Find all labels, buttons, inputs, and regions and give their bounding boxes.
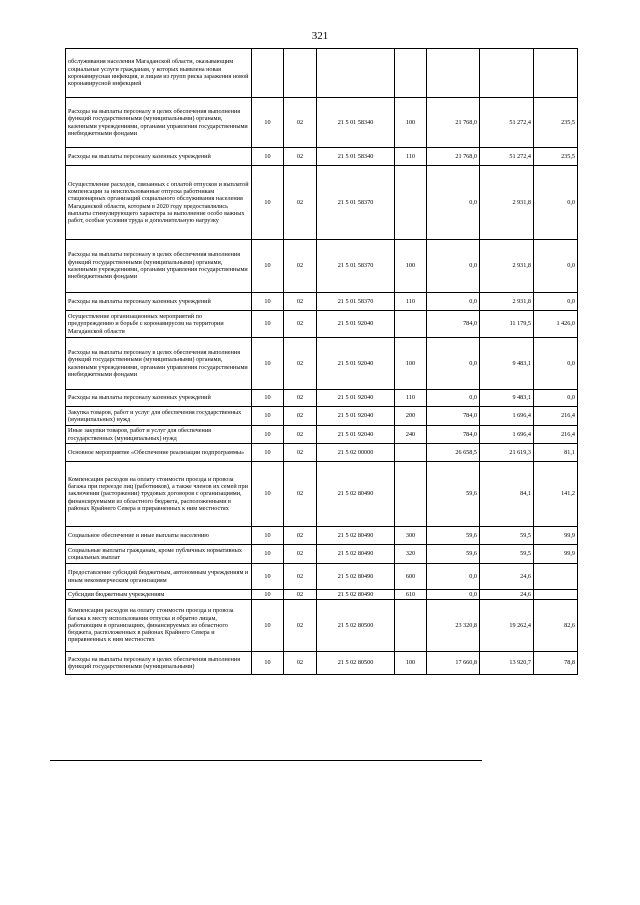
- row-executed-cell: 59,5: [480, 527, 534, 545]
- row-percent-cell: 216,4: [534, 407, 578, 426]
- row-executed-cell: 11 179,5: [480, 311, 534, 338]
- row-name-cell: Иные закупки товаров, работ и услуг для обеспечения государственных (муниципальных) нужд: [66, 426, 252, 444]
- row-executed-cell: [480, 49, 534, 98]
- row-approved-cell: 59,6: [427, 545, 480, 564]
- table-row: [66, 293, 578, 311]
- row-executed-cell: 1 696,4: [480, 426, 534, 444]
- row-percent-cell: [534, 590, 578, 600]
- row-subsection-cell: 02: [284, 390, 317, 407]
- row-subsection-cell: 02: [284, 564, 317, 590]
- table-row: [66, 462, 578, 527]
- row-name-cell: Социальное обеспечение и иные выплаты населению: [66, 527, 252, 545]
- row-target-article-cell: 21 5 02 00000: [317, 444, 395, 462]
- row-subsection-cell: 02: [284, 527, 317, 545]
- row-subsection-cell: 02: [284, 652, 317, 675]
- row-expense-type-cell: 300: [395, 527, 427, 545]
- budget-table: [65, 48, 578, 675]
- table-row: [66, 590, 578, 600]
- row-executed-cell: 84,1: [480, 462, 534, 527]
- row-approved-cell: 0,0: [427, 338, 480, 390]
- row-section-cell: 10: [252, 407, 284, 426]
- table-row: [66, 148, 578, 166]
- table-row: [66, 426, 578, 444]
- row-approved-cell: 0,0: [427, 293, 480, 311]
- row-expense-type-cell: 600: [395, 564, 427, 590]
- row-percent-cell: [534, 564, 578, 590]
- table-row: [66, 407, 578, 426]
- row-subsection-cell: [284, 49, 317, 98]
- table-body: [66, 49, 578, 675]
- row-expense-type-cell: 320: [395, 545, 427, 564]
- row-subsection-cell: 02: [284, 293, 317, 311]
- row-percent-cell: 99,9: [534, 545, 578, 564]
- row-percent-cell: 0,0: [534, 338, 578, 390]
- row-target-article-cell: 21 5 01 58340: [317, 98, 395, 148]
- row-percent-cell: 0,0: [534, 166, 578, 240]
- row-target-article-cell: 21 5 01 58340: [317, 148, 395, 166]
- row-target-article-cell: 21 5 02 80500: [317, 600, 395, 652]
- table-row: [66, 564, 578, 590]
- row-expense-type-cell: 610: [395, 590, 427, 600]
- row-percent-cell: 141,2: [534, 462, 578, 527]
- row-subsection-cell: 02: [284, 444, 317, 462]
- row-approved-cell: [427, 49, 480, 98]
- row-executed-cell: 9 483,1: [480, 338, 534, 390]
- row-expense-type-cell: [395, 462, 427, 527]
- row-name-cell: Компенсация расходов на оплату стоимости проезда и провоза багажа к месту использования отпуска и обратно лицам, работающим в организациях, финансируемых из областного бюджета, расположенных в районах Крайнего Севера и приравненных к ним местностях: [66, 600, 252, 652]
- row-expense-type-cell: 110: [395, 148, 427, 166]
- row-percent-cell: 0,0: [534, 293, 578, 311]
- row-name-cell: Предоставление субсидий бюджетным, автономным учреждениям и иным некоммерческим организациям: [66, 564, 252, 590]
- row-percent-cell: [534, 49, 578, 98]
- row-executed-cell: 51 272,4: [480, 98, 534, 148]
- row-percent-cell: 0,0: [534, 390, 578, 407]
- row-name-cell: Расходы на выплаты персоналу казенных учреждений: [66, 293, 252, 311]
- table-row: [66, 98, 578, 148]
- row-subsection-cell: 02: [284, 311, 317, 338]
- row-percent-cell: 235,5: [534, 148, 578, 166]
- row-section-cell: 10: [252, 240, 284, 293]
- row-section-cell: 10: [252, 545, 284, 564]
- row-approved-cell: 26 658,5: [427, 444, 480, 462]
- row-name-cell: Социальные выплаты гражданам, кроме публичных нормативных социальных выплат: [66, 545, 252, 564]
- row-expense-type-cell: 110: [395, 390, 427, 407]
- row-approved-cell: 23 320,8: [427, 600, 480, 652]
- row-executed-cell: 2 931,8: [480, 293, 534, 311]
- row-executed-cell: 19 262,4: [480, 600, 534, 652]
- row-target-article-cell: 21 5 01 92040: [317, 407, 395, 426]
- page-number: 321: [311, 30, 329, 42]
- row-approved-cell: 59,6: [427, 527, 480, 545]
- row-approved-cell: 21 768,0: [427, 98, 480, 148]
- row-expense-type-cell: [395, 49, 427, 98]
- row-approved-cell: 17 660,8: [427, 652, 480, 675]
- row-approved-cell: 0,0: [427, 564, 480, 590]
- table-row: [66, 166, 578, 240]
- row-subsection-cell: 02: [284, 590, 317, 600]
- bottom-rule: [50, 760, 482, 762]
- row-section-cell: 10: [252, 338, 284, 390]
- table-row: [66, 600, 578, 652]
- row-executed-cell: 24,6: [480, 564, 534, 590]
- row-percent-cell: 216,4: [534, 426, 578, 444]
- row-section-cell: 10: [252, 527, 284, 545]
- row-expense-type-cell: 100: [395, 652, 427, 675]
- row-executed-cell: 1 696,4: [480, 407, 534, 426]
- row-expense-type-cell: 100: [395, 98, 427, 148]
- row-expense-type-cell: [395, 311, 427, 338]
- row-expense-type-cell: [395, 444, 427, 462]
- row-target-article-cell: 21 5 02 80500: [317, 652, 395, 675]
- row-approved-cell: 0,0: [427, 590, 480, 600]
- row-section-cell: 10: [252, 462, 284, 527]
- row-expense-type-cell: 100: [395, 338, 427, 390]
- row-name-cell: Расходы на выплаты персоналу в целях обеспечения выполнения функций государственными (муниципальными) органами, казенными учреждениями, органами управления государственными внебюджетными фондами: [66, 240, 252, 293]
- row-name-cell: Расходы на выплаты персоналу казенных учреждений: [66, 148, 252, 166]
- row-subsection-cell: 02: [284, 148, 317, 166]
- row-subsection-cell: 02: [284, 98, 317, 148]
- row-section-cell: 10: [252, 293, 284, 311]
- row-subsection-cell: 02: [284, 426, 317, 444]
- table-row: [66, 527, 578, 545]
- row-approved-cell: 21 768,0: [427, 148, 480, 166]
- row-executed-cell: 21 619,3: [480, 444, 534, 462]
- row-target-article-cell: 21 5 01 92040: [317, 311, 395, 338]
- row-name-cell: Закупка товаров, работ и услуг для обеспечения государственных (муниципальных) нужд: [66, 407, 252, 426]
- row-target-article-cell: 21 5 02 80490: [317, 564, 395, 590]
- row-executed-cell: 24,6: [480, 590, 534, 600]
- row-target-article-cell: 21 5 01 58370: [317, 240, 395, 293]
- row-section-cell: 10: [252, 564, 284, 590]
- row-section-cell: 10: [252, 166, 284, 240]
- row-approved-cell: 0,0: [427, 166, 480, 240]
- row-executed-cell: 9 483,1: [480, 390, 534, 407]
- table-row: [66, 444, 578, 462]
- row-executed-cell: 13 920,7: [480, 652, 534, 675]
- row-target-article-cell: 21 5 02 80490: [317, 590, 395, 600]
- row-expense-type-cell: 100: [395, 240, 427, 293]
- row-approved-cell: 0,0: [427, 240, 480, 293]
- row-approved-cell: 784,0: [427, 311, 480, 338]
- row-target-article-cell: [317, 49, 395, 98]
- row-percent-cell: 99,9: [534, 527, 578, 545]
- row-target-article-cell: 21 5 02 80490: [317, 462, 395, 527]
- row-expense-type-cell: 110: [395, 293, 427, 311]
- table-row: [66, 390, 578, 407]
- row-expense-type-cell: [395, 166, 427, 240]
- row-target-article-cell: 21 5 01 58370: [317, 293, 395, 311]
- row-section-cell: 10: [252, 148, 284, 166]
- row-executed-cell: 51 272,4: [480, 148, 534, 166]
- row-target-article-cell: 21 5 01 92040: [317, 426, 395, 444]
- row-subsection-cell: 02: [284, 240, 317, 293]
- row-subsection-cell: 02: [284, 600, 317, 652]
- row-section-cell: 10: [252, 98, 284, 148]
- row-section-cell: 10: [252, 311, 284, 338]
- row-percent-cell: 235,5: [534, 98, 578, 148]
- row-name-cell: Субсидии бюджетным учреждениям: [66, 590, 252, 600]
- row-name-cell: Основное мероприятие «Обеспечение реализации подпрограммы»: [66, 444, 252, 462]
- row-section-cell: 10: [252, 652, 284, 675]
- table-row: [66, 652, 578, 675]
- row-target-article-cell: 21 5 01 92040: [317, 390, 395, 407]
- row-approved-cell: 784,0: [427, 407, 480, 426]
- row-percent-cell: 82,6: [534, 600, 578, 652]
- row-subsection-cell: 02: [284, 407, 317, 426]
- row-name-cell: Компенсация расходов на оплату стоимости проезда и провоза багажа при переезде лиц (работников), а также членов их семей при заключении (расторжении) трудовых договоров с организациями, финансируемыми из областного бюджета, расположенными в районах Крайнего Севера и приравненных к ним местностях: [66, 462, 252, 527]
- row-percent-cell: 81,1: [534, 444, 578, 462]
- row-section-cell: 10: [252, 444, 284, 462]
- row-percent-cell: 0,0: [534, 240, 578, 293]
- row-subsection-cell: 02: [284, 166, 317, 240]
- row-subsection-cell: 02: [284, 462, 317, 527]
- table-row: [66, 338, 578, 390]
- row-executed-cell: 2 931,8: [480, 166, 534, 240]
- row-name-cell: обслуживания населения Магаданской области, оказывающим социальные услуги гражданам, у которых выявлена новая коронавирусная инфекция, и лицам из групп риска заражения новой коронавирусной инфекцией: [66, 49, 252, 98]
- row-section-cell: [252, 49, 284, 98]
- row-approved-cell: 784,0: [427, 426, 480, 444]
- row-approved-cell: 0,0: [427, 390, 480, 407]
- table-row: [66, 545, 578, 564]
- row-target-article-cell: 21 5 02 80490: [317, 527, 395, 545]
- row-expense-type-cell: [395, 600, 427, 652]
- row-approved-cell: 59,6: [427, 462, 480, 527]
- row-name-cell: Расходы на выплаты персоналу казенных учреждений: [66, 390, 252, 407]
- row-subsection-cell: 02: [284, 338, 317, 390]
- row-target-article-cell: 21 5 02 80490: [317, 545, 395, 564]
- row-section-cell: 10: [252, 600, 284, 652]
- row-section-cell: 10: [252, 590, 284, 600]
- row-target-article-cell: 21 5 01 92040: [317, 338, 395, 390]
- row-section-cell: 10: [252, 390, 284, 407]
- table-row: [66, 49, 578, 98]
- row-expense-type-cell: 200: [395, 407, 427, 426]
- row-subsection-cell: 02: [284, 545, 317, 564]
- table-row: [66, 240, 578, 293]
- row-name-cell: Расходы на выплаты персоналу в целях обеспечения выполнения функций государственными (муниципальными): [66, 652, 252, 675]
- row-name-cell: Осуществление организационных мероприятий по предупреждению и борьбе с коронавирусом на территории Магаданской области: [66, 311, 252, 338]
- row-name-cell: Расходы на выплаты персоналу в целях обеспечения выполнения функций государственными (муниципальными) органами, казенными учреждениями, органами управления государственными внебюджетными фондами: [66, 338, 252, 390]
- row-percent-cell: 78,8: [534, 652, 578, 675]
- row-section-cell: 10: [252, 426, 284, 444]
- row-name-cell: Осуществление расходов, связанных с оплатой отпусков и выплатой компенсации за неиспользованные отпуска работникам стационарных организаций социального обслуживания населения Магаданской области, которым в 2020 году предоставлялись выплаты стимулирующего характера за выполнение особо важных работ, особые условия труда и дополнительную нагрузку: [66, 166, 252, 240]
- row-target-article-cell: 21 5 01 58370: [317, 166, 395, 240]
- row-name-cell: Расходы на выплаты персоналу в целях обеспечения выполнения функций государственными (муниципальными) органами, казенными учреждениями, органами управления государственными внебюджетными фондами: [66, 98, 252, 148]
- row-expense-type-cell: 240: [395, 426, 427, 444]
- row-executed-cell: 2 931,8: [480, 240, 534, 293]
- table-row: [66, 311, 578, 338]
- row-executed-cell: 59,5: [480, 545, 534, 564]
- row-percent-cell: 1 426,0: [534, 311, 578, 338]
